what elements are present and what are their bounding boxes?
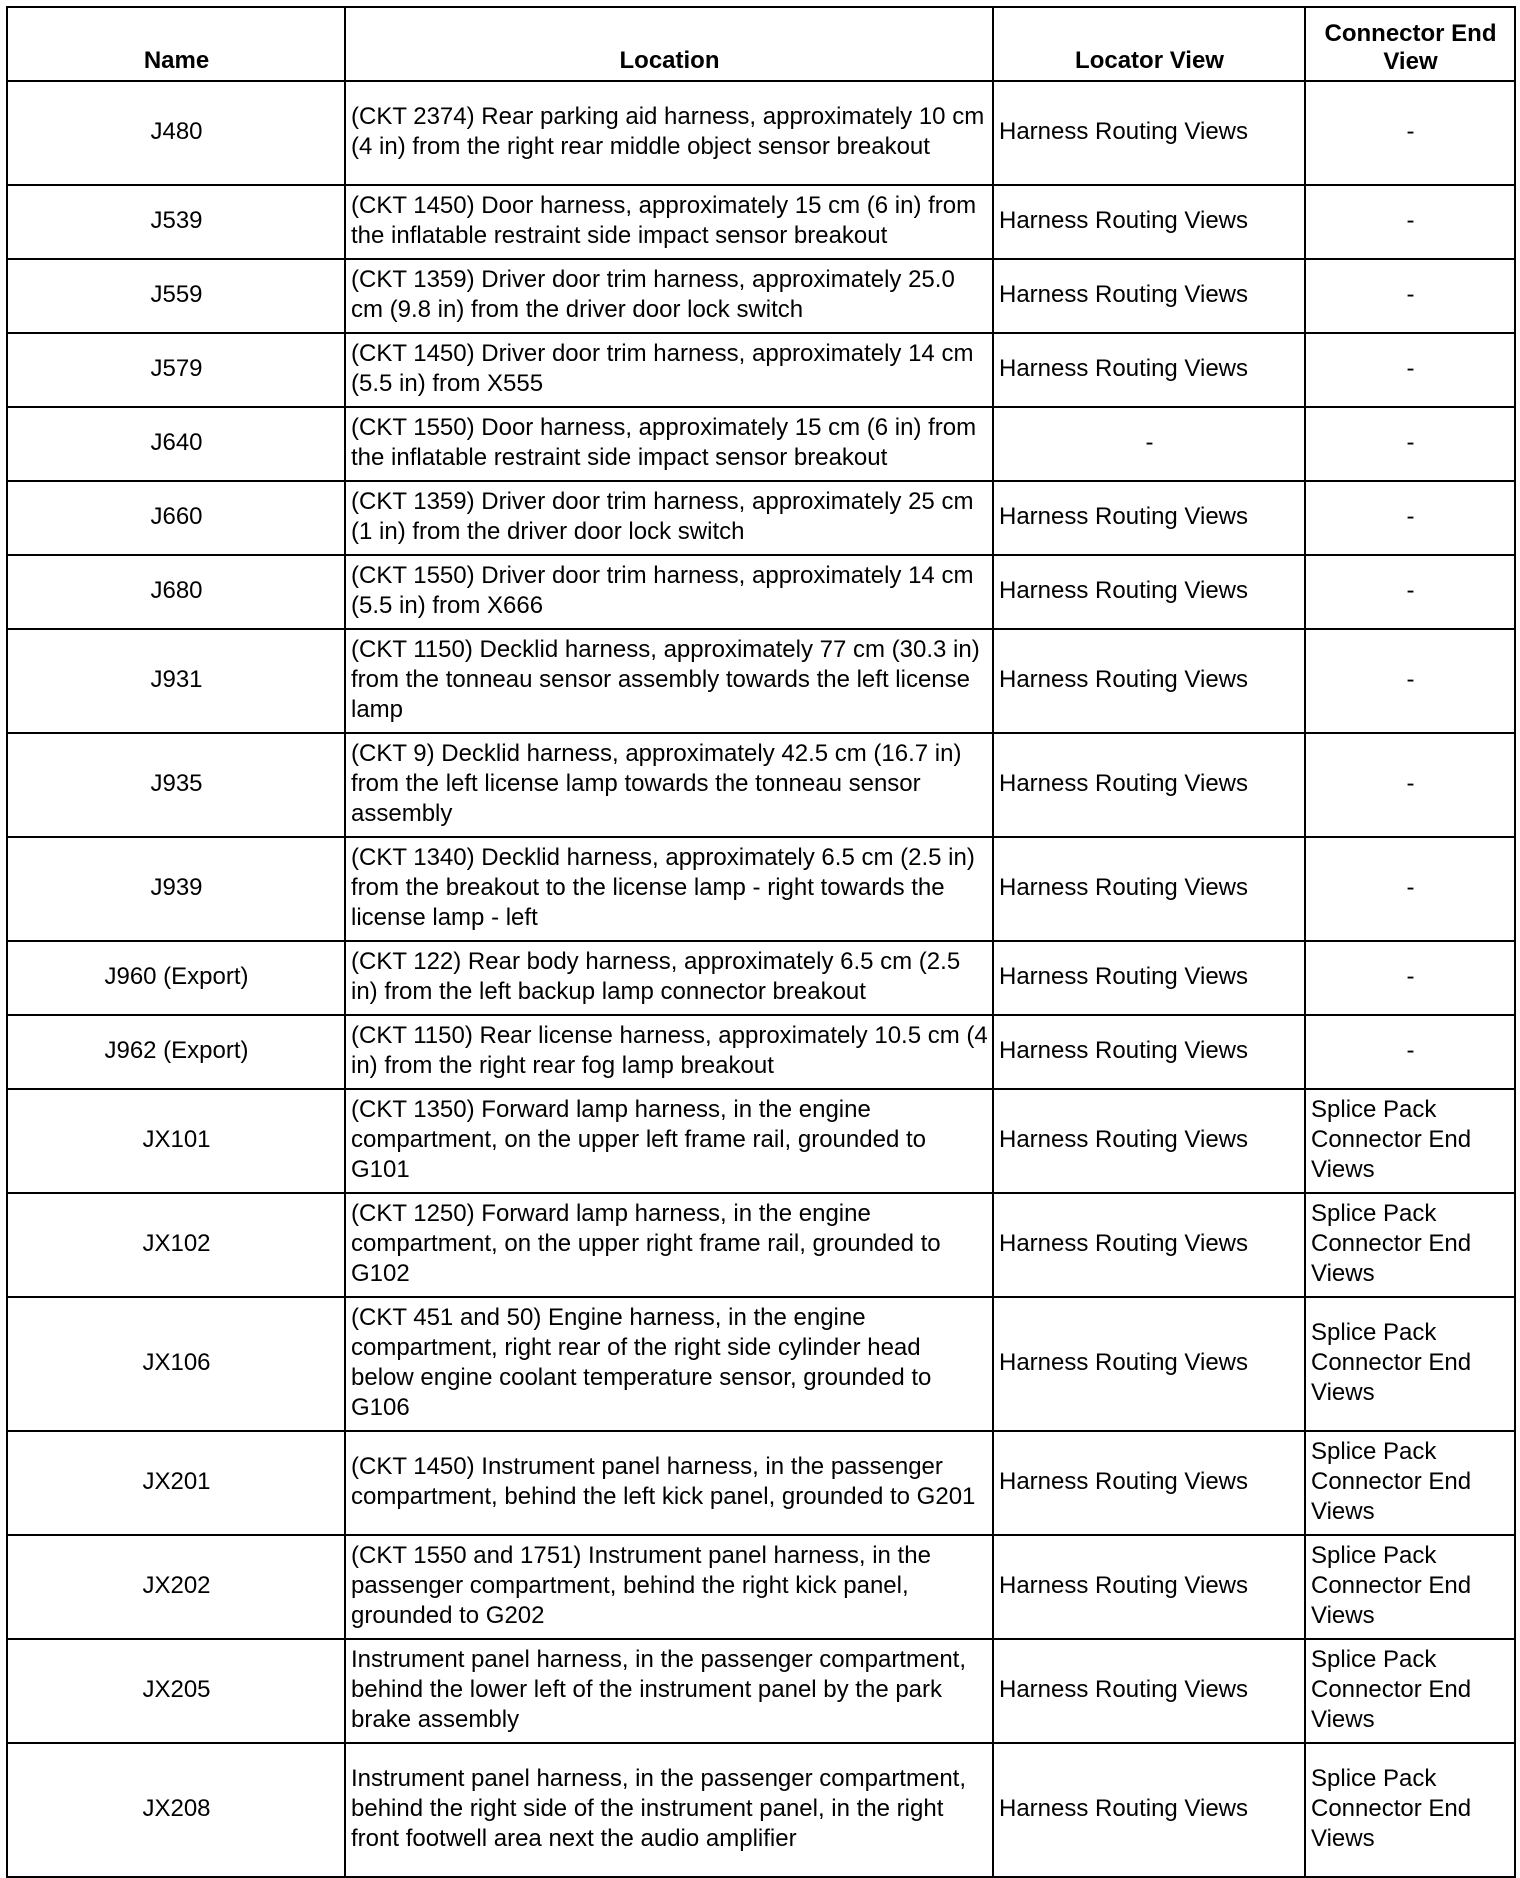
cell-locator-view-link[interactable]: Harness Routing Views — [993, 333, 1305, 407]
cell-connector-end-view: - — [1305, 407, 1515, 481]
cell-connector-end-view: - — [1305, 1015, 1515, 1089]
cell-location: (CKT 1550) Driver door trim harness, approximately 14 cm (5.5 in) from X666 — [345, 555, 993, 629]
cell-locator-view-link[interactable]: Harness Routing Views — [993, 941, 1305, 1015]
cell-location: (CKT 1359) Driver door trim harness, approximately 25.0 cm (9.8 in) from the driver door lock switch — [345, 259, 993, 333]
table-header-row — [7, 7, 1515, 81]
table-row — [7, 1193, 1515, 1297]
splice-location-sheet — [6, 6, 1514, 1878]
cell-locator-view-link[interactable]: Harness Routing Views — [993, 1639, 1305, 1743]
cell-connector-end-view-link[interactable]: Splice Pack Connector End Views — [1305, 1431, 1515, 1535]
cell-location: (CKT 451 and 50) Engine harness, in the engine compartment, right rear of the right side cylinder head below engine coolant temperature sensor, grounded to G106 — [345, 1297, 993, 1431]
cell-name: JX202 — [7, 1535, 345, 1639]
cell-name: J939 — [7, 837, 345, 941]
header-location: Location — [345, 7, 993, 81]
cell-location: (CKT 9) Decklid harness, approximately 42.5 cm (16.7 in) from the left license lamp towards the tonneau sensor assembly — [345, 733, 993, 837]
cell-name: J559 — [7, 259, 345, 333]
table-row — [7, 941, 1515, 1015]
cell-location: (CKT 1350) Forward lamp harness, in the engine compartment, on the upper left frame rail, grounded to G101 — [345, 1089, 993, 1193]
cell-location: (CKT 1150) Decklid harness, approximately 77 cm (30.3 in) from the tonneau sensor assembly towards the left license lamp — [345, 629, 993, 733]
cell-locator-view-link[interactable]: Harness Routing Views — [993, 81, 1305, 185]
table-row — [7, 81, 1515, 185]
table-row — [7, 1639, 1515, 1743]
cell-connector-end-view: - — [1305, 333, 1515, 407]
cell-locator-view-link[interactable]: Harness Routing Views — [993, 629, 1305, 733]
cell-location: (CKT 1450) Driver door trim harness, approximately 14 cm (5.5 in) from X555 — [345, 333, 993, 407]
cell-connector-end-view: - — [1305, 837, 1515, 941]
cell-name: J962 (Export) — [7, 1015, 345, 1089]
cell-connector-end-view: - — [1305, 629, 1515, 733]
cell-locator-view-link[interactable]: Harness Routing Views — [993, 1089, 1305, 1193]
cell-locator-view: - — [993, 407, 1305, 481]
cell-name: JX102 — [7, 1193, 345, 1297]
cell-connector-end-view: - — [1305, 481, 1515, 555]
cell-locator-view-link[interactable]: Harness Routing Views — [993, 1535, 1305, 1639]
splice-location-table — [6, 6, 1516, 1878]
table-row — [7, 1743, 1515, 1877]
cell-name: J960 (Export) — [7, 941, 345, 1015]
cell-locator-view-link[interactable]: Harness Routing Views — [993, 259, 1305, 333]
cell-name: J931 — [7, 629, 345, 733]
cell-name: J660 — [7, 481, 345, 555]
cell-location: (CKT 1340) Decklid harness, approximately 6.5 cm (2.5 in) from the breakout to the license lamp - right towards the license lamp - left — [345, 837, 993, 941]
cell-locator-view-link[interactable]: Harness Routing Views — [993, 837, 1305, 941]
table-row — [7, 555, 1515, 629]
cell-location: (CKT 1550) Door harness, approximately 15 cm (6 in) from the inflatable restraint side impact sensor breakout — [345, 407, 993, 481]
cell-location: (CKT 1450) Door harness, approximately 15 cm (6 in) from the inflatable restraint side impact sensor breakout — [345, 185, 993, 259]
cell-name: J680 — [7, 555, 345, 629]
cell-locator-view-link[interactable]: Harness Routing Views — [993, 185, 1305, 259]
table-row — [7, 733, 1515, 837]
cell-locator-view-link[interactable]: Harness Routing Views — [993, 1015, 1305, 1089]
cell-name: J640 — [7, 407, 345, 481]
header-name: Name — [7, 7, 345, 81]
cell-connector-end-view-link[interactable]: Splice Pack Connector End Views — [1305, 1089, 1515, 1193]
cell-connector-end-view: - — [1305, 555, 1515, 629]
cell-locator-view-link[interactable]: Harness Routing Views — [993, 1743, 1305, 1877]
cell-locator-view-link[interactable]: Harness Routing Views — [993, 1297, 1305, 1431]
header-locator-view: Locator View — [993, 7, 1305, 81]
cell-location: (CKT 1250) Forward lamp harness, in the engine compartment, on the upper right frame rail, grounded to G102 — [345, 1193, 993, 1297]
cell-location: (CKT 1450) Instrument panel harness, in the passenger compartment, behind the left kick panel, grounded to G201 — [345, 1431, 993, 1535]
table-row — [7, 259, 1515, 333]
table-row — [7, 1535, 1515, 1639]
cell-name: J579 — [7, 333, 345, 407]
cell-locator-view-link[interactable]: Harness Routing Views — [993, 481, 1305, 555]
cell-name: JX205 — [7, 1639, 345, 1743]
table-row — [7, 1431, 1515, 1535]
cell-connector-end-view-link[interactable]: Splice Pack Connector End Views — [1305, 1535, 1515, 1639]
cell-locator-view-link[interactable]: Harness Routing Views — [993, 555, 1305, 629]
table-row — [7, 629, 1515, 733]
table-row — [7, 1089, 1515, 1193]
cell-name: J539 — [7, 185, 345, 259]
table-row — [7, 333, 1515, 407]
cell-location: (CKT 122) Rear body harness, approximately 6.5 cm (2.5 in) from the left backup lamp connector breakout — [345, 941, 993, 1015]
cell-name: JX106 — [7, 1297, 345, 1431]
table-row — [7, 481, 1515, 555]
table-row — [7, 185, 1515, 259]
cell-name: JX208 — [7, 1743, 345, 1877]
cell-location: (CKT 2374) Rear parking aid harness, approximately 10 cm (4 in) from the right rear middle object sensor breakout — [345, 81, 993, 185]
cell-connector-end-view: - — [1305, 941, 1515, 1015]
cell-name: J480 — [7, 81, 345, 185]
cell-location: (CKT 1359) Driver door trim harness, approximately 25 cm (1 in) from the driver door lock switch — [345, 481, 993, 555]
table-row — [7, 407, 1515, 481]
cell-locator-view-link[interactable]: Harness Routing Views — [993, 733, 1305, 837]
cell-connector-end-view: - — [1305, 81, 1515, 185]
cell-connector-end-view-link[interactable]: Splice Pack Connector End Views — [1305, 1743, 1515, 1877]
cell-location: (CKT 1150) Rear license harness, approximately 10.5 cm (4 in) from the right rear fog lamp breakout — [345, 1015, 993, 1089]
cell-location: Instrument panel harness, in the passenger compartment, behind the right side of the instrument panel, in the right front footwell area next the audio amplifier — [345, 1743, 993, 1877]
cell-connector-end-view-link[interactable]: Splice Pack Connector End Views — [1305, 1193, 1515, 1297]
table-row — [7, 837, 1515, 941]
cell-locator-view-link[interactable]: Harness Routing Views — [993, 1431, 1305, 1535]
cell-connector-end-view: - — [1305, 185, 1515, 259]
cell-location: Instrument panel harness, in the passenger compartment, behind the lower left of the instrument panel by the park brake assembly — [345, 1639, 993, 1743]
cell-name: JX101 — [7, 1089, 345, 1193]
header-connector-end-view: Connector End View — [1305, 7, 1515, 81]
cell-name: J935 — [7, 733, 345, 837]
cell-connector-end-view-link[interactable]: Splice Pack Connector End Views — [1305, 1297, 1515, 1431]
cell-connector-end-view: - — [1305, 259, 1515, 333]
table-row — [7, 1297, 1515, 1431]
cell-location: (CKT 1550 and 1751) Instrument panel harness, in the passenger compartment, behind the right kick panel, grounded to G202 — [345, 1535, 993, 1639]
cell-locator-view-link[interactable]: Harness Routing Views — [993, 1193, 1305, 1297]
table-row — [7, 1015, 1515, 1089]
cell-connector-end-view-link[interactable]: Splice Pack Connector End Views — [1305, 1639, 1515, 1743]
cell-name: JX201 — [7, 1431, 345, 1535]
cell-connector-end-view: - — [1305, 733, 1515, 837]
